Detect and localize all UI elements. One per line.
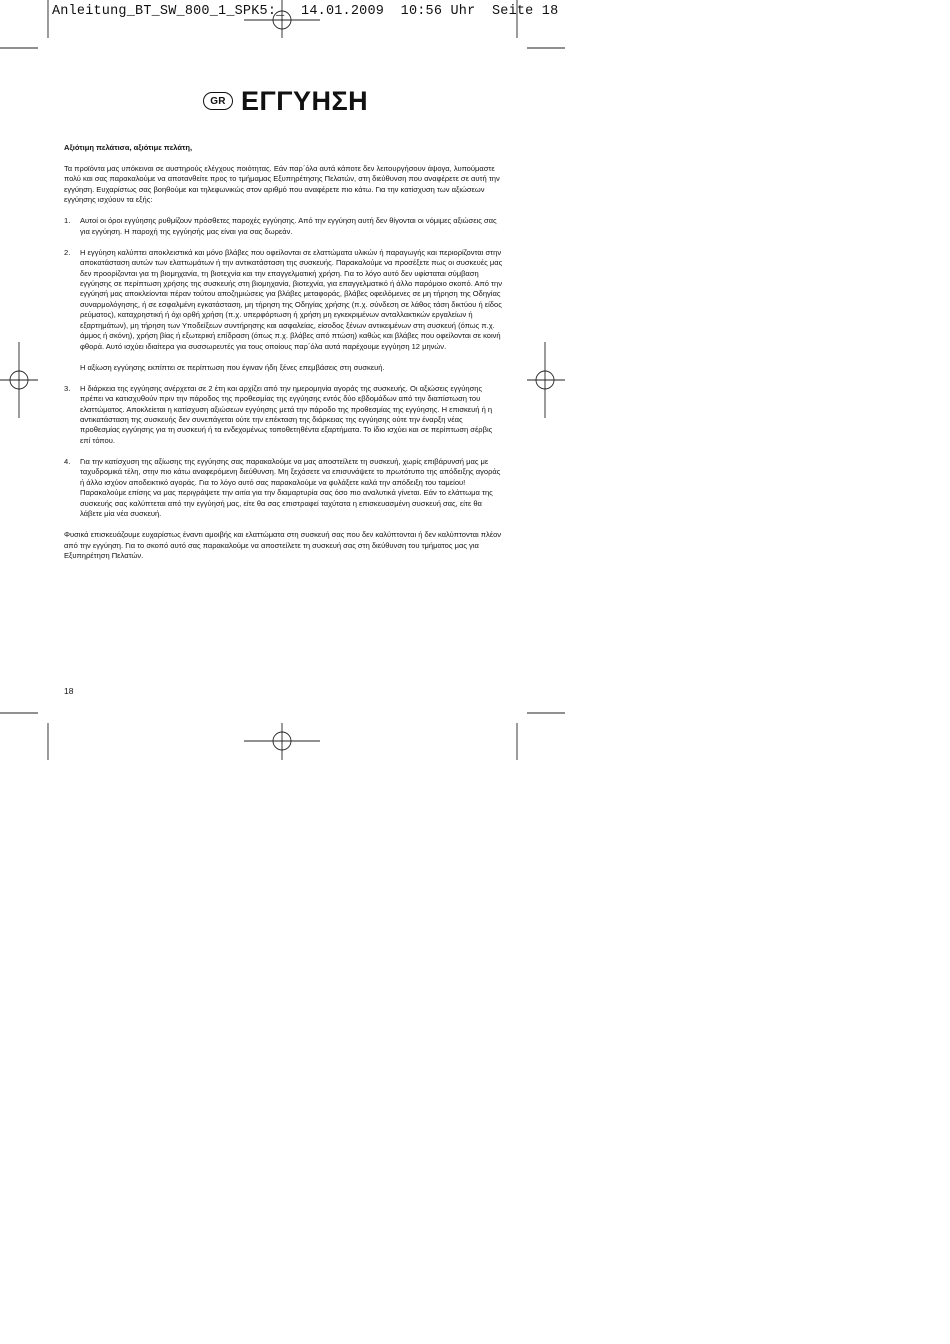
closing-paragraph: Φυσικά επισκευάζουμε ευχαρίστως έναντι αμοιβής και ελαττώματα στη συσκευή σας που δεν καλύπτονται ή δεν καλύπτονται πλέον από την εγγύηση. Για το σκοπό αυτό σας παρακαλούμε να αποστείλετε τη συσκευή σας στη διεύθυνση του τμήματος μας για Εξυπηρέτηση Πελατών. [64, 530, 502, 560]
greeting: Αξιότιμη πελάτισα, αξιότιμε πελάτη, [64, 143, 193, 152]
page-title: ΕΓΓΥΗΣΗ [241, 85, 369, 116]
print-slug-header: Anleitung_BT_SW_800_1_SPK5:_ 14.01.2009 10:56 Uhr Seite 18 [52, 4, 559, 19]
page-number: 18 [64, 686, 74, 696]
list-item-number: 1. [64, 216, 71, 226]
list-item-number: 3. [64, 383, 71, 393]
list-item [64, 457, 504, 520]
list-item [64, 384, 504, 447]
list-item-note: Η αξίωση εγγύησης εκπίπτει σε περίπτωση που έγιναν ήδη ξένες επεμβάσεις στη συσκευή. [80, 362, 385, 372]
list-item [64, 248, 504, 373]
list-item-text: Η διάρκεια της εγγύησης ανέρχεται σε 2 έτη και αρχίζει από την ημερομηνία αγοράς της συσκευής. Οι αξιώσεις εγγύησης πρέπει να κατισχυθούν πριν την πάροδος της προθεσμίας της εγγύησης εντός δύο εβδομάδων από την διαπίστωση του ελαττώματος. Αποκλείεται η κατίσχυση αξιώσεων εγγύησης μετά την πάροδο της προθεσμίας της εγγύησης. Η επισκευή ή η αντικατάσταση της συσκευής δεν συνεπάγεται ούτε την επέκταση της διάρκειας της εγγύησης ούτε την έναρξη νέας προθεσμίας εγγύησης για τη συσκευή ή τα ενδεχομένως τοποθετηθέντα εξαρτήματα. Το ίδιο ισχύει και σε περίπτωση σέρβις επί τόπου. [80, 383, 493, 445]
list-item-text: Η εγγύηση καλύπτει αποκλειστικά και μόνο βλάβες που οφείλονται σε ελαττώματα υλικών ή παραγωγής και περιορίζονται στην αποκατάσταση αυτών των ελαττωμάτων ή την αντικατάσταση της συσκευής. Παρακαλούμε να προσέξετε πως οι συσκευές μας δεν προορίζονται για τη βιομηχανία, τη βιοτεχνία και την επαγγελματική χρήση. Για το λόγο αυτό δεν υφίσταται σύμβαση εγγύησης σε περίπτωση χρήσης της συσκευής στη βιομηχανία, βιοτεχνία, για επαγγελματικό ή άλλο παρόμοιο σκοπό. Από την εγγύησή μας αποκλείονται πέραν τούτου αποζημιώσεις για βλάβες μεταφοράς, βλάβες οφειλόμενες σε μη τήρηση της Οδηγίας συναρμολόγησης, ή σε εσφαλμένη εγκατάσταση, μη τήρηση της Οδηγίας χρήσης (π.χ. σύνδεση σε λάθος τάση δικτύου ή είδος ρεύματος), καταχρηστική ή όχι ορθή χρήση (π.χ. υπερφόρτωση ή χρήση μη εγκεκριμένων ανταλλακτικών εργαλείων ή εξαρτημάτων), μη τήρηση των Υποδείξεων συντήρησης και ασφαλείας, είσοδος ξένων αντικειμένων στη συσκευή (όπως π.χ. άμμος ή σκόνη), χρήση βίας ή εξωτερική επίδραση (όπως π.χ. βλάβες από πτώση) καθώς και βλάβες που οφείλονται σε κοινή φθορά. Αυτό ισχύει ιδιαίτερα για συσσωρευτές για τους οποίους παρ΄όλα αυτά παρέχουμε εγγύηση 12 μηνών. [80, 247, 503, 351]
list-item-number: 4. [64, 456, 71, 466]
intro-paragraph: Τα προϊόντα μας υπόκειναι σε αυστηρούς ελέγχους ποιότητας. Εάν παρ΄όλα αυτά κάποτε δεν λειτουργήσουν άψογα, λυπούμαστε πολύ και σας παρακαλούμε να αποτανθείτε προς το τμήμαμας Εξυπηρέτησης Πελατών, στη διεύθυνση που αναφέρετε σε αυτή την εγγύηση. Ευχαρίστως σας βοηθούμε και τηλεφωνικώς στον αριθμό που αναφέρετε πιο κάτω. Για την κατίσχυση των αξιώσεων εγγύησης ισχύουν τα εξής: [64, 163, 500, 205]
list-item-text: Αυτοί οι όροι εγγύησης ρυθμίζουν πρόσθετες παροχές εγγύησης. Από την εγγύηση αυτή δεν θίγονται οι νόμιμες αξιώσεις σας για εγγύηση. Η παροχή της εγγύησής μας είναι για σας δωρεάν. [80, 216, 497, 236]
list-item-number: 2. [64, 247, 71, 257]
language-badge: GR [203, 92, 233, 110]
list-item-text: Για την κατίσχυση της αξίωσης της εγγύησης σας παρακαλούμε να μας αποστείλετε τη συσκευή, χωρίς επιβάρυνσή μας με ταχυδρομικά τέλη, στην πιο κάτω αναφερόμενη διεύθυνση. Μη ξεχάσετε να επισυνάψετε το πρωτότυπο της απόδειξης αγοράς ή άλλο ισχύον αποδεικτικό αγοράς. Για το λόγο αυτό σας παρακαλούμε να φυλάξετε καλά την απόδειξη του ταμείου! Παρακαλούμε επίσης να μας περιγράψετε την αιτία για την διαμαρτυρία σας όσο πιο αναλυτικά γίνεται. Εάν το ελάττωμα της συσκευής σας καλύπτεται από την εγγύησή μας, είτε θα σας επιστραφεί ταχύτατα η επισκευασμένη συσκευή σας, είτε θα λάβετε μία νέα συσκευή. [80, 456, 501, 519]
list-item [64, 216, 504, 237]
warranty-terms-list [64, 216, 504, 519]
section-heading [203, 84, 368, 118]
warranty-text [64, 143, 504, 572]
